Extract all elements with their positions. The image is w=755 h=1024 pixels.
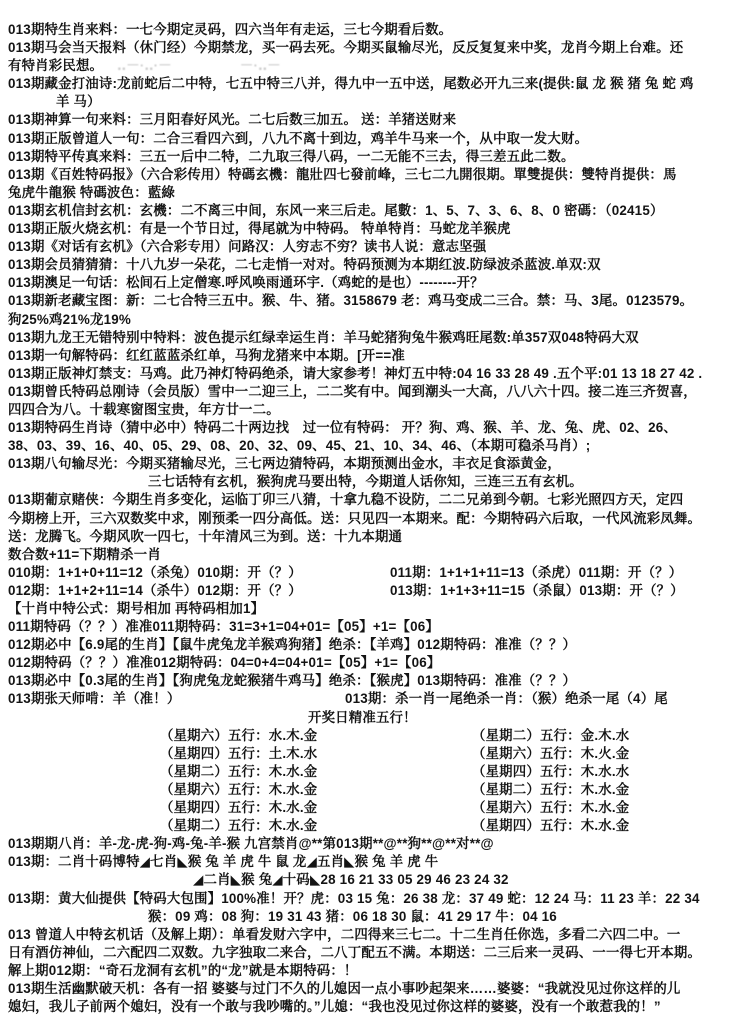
text-line	[8, 437, 749, 455]
text-line	[8, 871, 749, 889]
split-left: 013期张天师啃：羊（准！）	[8, 691, 181, 707]
split-right: 013期：杀一肖一尾绝杀一肖：（猴）绝杀一尾（4）尾	[345, 691, 668, 707]
wuxing-cell-right: （星期六）五行：木.水.金	[472, 800, 630, 816]
text-line	[8, 926, 749, 944]
split-line	[8, 582, 749, 600]
text-line-content: 日有酒仿神仙，二六配四二双数。九字独取二来合，二八丁配五不满。本期送：二三后来一灵码、一一得七开本期。	[8, 944, 702, 960]
text-line-content: 兔虎牛龍猴 特碼波色：藍綠	[8, 184, 176, 200]
text-line	[8, 21, 749, 39]
wuxing-cell-left: （星期六）五行：水.木.金	[160, 727, 318, 743]
text-line	[8, 256, 749, 274]
text-line	[8, 75, 749, 93]
text-line	[8, 853, 749, 871]
text-line-content: 开奖日精准五行！	[308, 709, 417, 725]
split-left: 010期：1+1+0+11=12（杀兔）010期：开（？）	[8, 564, 302, 580]
text-line	[8, 962, 749, 980]
text-line-content: 今期榜上开，三六双数奖中求，刚预柔一四分高低。送：只见四一本期来。配：今期特码六后取，一代风流彩凤舞。	[8, 510, 702, 526]
text-line	[8, 238, 749, 256]
text-line	[8, 39, 749, 57]
text-line-content: 猴：09 鸡：08 狗：19 31 43 猪：06 18 30 鼠：41 29 17 牛：04 16	[148, 908, 557, 924]
text-line	[8, 347, 749, 365]
text-line	[8, 835, 749, 853]
text-line-content: 013期正版火烧玄机：有是一个节日过，得尾就为中特码。 特单特肖：马蛇龙羊猴虎	[8, 221, 511, 237]
text-line-content: 013期《对话有玄机》（六合彩专用）问路汉：人穷志不穷？读书人说：意志坚强	[8, 239, 487, 255]
text-line-content: 013期新老藏宝图：新：二七合特三五中。猴、牛、猪。3158679 老：鸡马变成二三合。禁：马、3尾。0123579。	[8, 293, 694, 309]
text-line	[8, 510, 749, 528]
text-line-content: 狗25%鸡21%龙19%	[8, 311, 131, 327]
text-line-content: 012期必中【6.9尾的生肖】【鼠牛虎兔龙羊猴鸡狗猪】绝杀：【羊鸡】012期特码：准准（？？）	[8, 637, 577, 653]
text-line	[8, 491, 749, 509]
text-line	[8, 890, 749, 908]
split-right: 013期：1+1+3+11=15（杀鼠）013期：开（？）	[390, 582, 684, 598]
text-line	[8, 401, 749, 419]
faded-print-artifact: ‥－·‥·－ －·‥－	[117, 58, 281, 74]
text-line-content: 013期八句输尽光：今期买猪输尽光，三七两边猜特码，本期预测出金水，丰衣足食添黄金，	[8, 456, 561, 472]
text-line	[8, 329, 749, 347]
text-line-content: 013期玄机信封玄机：玄機：二不离三中间，东风一来三后走。尾數：1、5、7、3、6、8、0 密碼：（02415）	[8, 202, 664, 218]
text-line	[8, 274, 749, 292]
text-line-content: 013期曾氏特码总刚诗（会员版）雪中一二迎三上，二二奖有中。闻到潮头一大高，八八六十四。接二连三齐贺喜，	[8, 383, 697, 399]
text-line	[8, 600, 749, 618]
text-line-content: 011期特码（？？）准准011期特码：31=3+1=04+01=【05】+1=【06】	[8, 619, 439, 635]
text-line-content: 013期神算一句来料：三月阳春好风光。二七后数三加五。 送：羊猪送财来	[8, 112, 457, 128]
text-line-content: 013期正版曾道人一句：二合三看四六到，八九不离十到边，鸡羊牛马来一个，从中取一发大财。	[8, 130, 589, 146]
text-line-content: 【十肖中特公式：期号相加 再特码相加1】	[8, 601, 265, 616]
wuxing-cell-right: （星期四）五行：木.水.金	[472, 818, 630, 834]
text-line-content: 013期藏金打油诗:龙前蛇后二中特，七五中特三八并，得九中一五中送，尾数必开九三来(提供:鼠 龙 猴 猪 兔 蛇 鸡	[8, 76, 694, 92]
text-line-content: 解上期012期：“奇石龙洞有玄机”的“龙”就是本期特码：！	[8, 962, 358, 978]
text-line-content: 013期特平传真来料：三五一后中二特，二九取三得八码，一二无能不三去，得三差五此二数。	[8, 148, 575, 164]
text-line-content: 012期特码（？？）准准012期特码：04=0+4=04+01=【05】+1=【06】	[8, 655, 441, 671]
wuxing-cell-right: （星期二）五行：金.木.水	[472, 727, 630, 743]
text-line	[8, 220, 749, 238]
text-line-content: 013期必中【0.3尾的生肖】【狗虎兔龙蛇猴猪牛鸡马】绝杀：【猴虎】013期特码：准准（？？）	[8, 673, 577, 689]
wuxing-row	[8, 781, 749, 799]
wuxing-cell-left: （星期六）五行：木.水.金	[160, 781, 318, 797]
text-line-content: 013期《百姓特码报》（六合彩传用）特碼玄機：龍壯四七發前峰，三七二九開很期。單雙提供：雙特肖提供：馬	[8, 166, 677, 182]
text-line	[8, 944, 749, 962]
text-line	[8, 57, 749, 75]
text-line	[8, 292, 749, 310]
text-line	[8, 618, 749, 636]
text-line-content: 013 曾道人中特玄机话（及解上期）：单看发财六字中，二四得来三七二。十二生肖任你选，多看二六四二中。一	[8, 926, 681, 942]
text-line-content: 013期：二肖十码博特◢七肖◣猴 兔 羊 虎 牛 鼠 龙◢五肖◣猴 兔 羊 虎 牛	[8, 854, 439, 870]
wuxing-row	[8, 799, 749, 817]
text-line	[8, 311, 749, 329]
text-line-content: 013期：黄大仙提供【特码大包围】100%准！开？虎：03 15 兔：26 38 龙：37 49 蛇：12 24 马：11 23 羊：22 34	[8, 890, 700, 906]
text-line-content: 38、03、39、16、40、05、29、08、20、32、09、45、21、10、34、46、（本期可稳杀马肖）;	[8, 438, 591, 454]
text-line-content: 013期会员猜猜猜：十八九岁一朵花，二七走悄一对对。特码预测为本期红波.防绿波杀蓝波.单双:双	[8, 257, 601, 273]
wuxing-row	[8, 763, 749, 781]
text-line-content: 013期期八肖：羊-龙-虎-狗-鸡-兔-羊-猴 九宫禁肖@**第013期**@**狗**@**对**@	[8, 836, 494, 852]
text-line-content: 数合数+11=下期精杀一肖	[8, 546, 161, 562]
wuxing-row	[8, 727, 749, 745]
wuxing-cell-left: （星期四）五行：木.水.金	[160, 800, 318, 816]
text-line	[8, 455, 749, 473]
wuxing-cell-left: （星期四）五行：土.木.水	[160, 745, 318, 761]
wuxing-cell-right: （星期四）五行：木.水.水	[472, 763, 630, 779]
text-line	[8, 202, 749, 220]
text-line	[8, 528, 749, 546]
split-line	[8, 690, 749, 708]
text-line	[8, 546, 749, 564]
split-left: 012期：1+1+2+11=14（杀牛）012期：开（？）	[8, 582, 302, 598]
text-line-content: 送：龙腾飞。今期风吹一四七，十年清风三为到。送：十九本期通	[8, 528, 403, 544]
text-line	[8, 93, 749, 111]
wuxing-cell-left: （星期二）五行：木.水.金	[160, 763, 318, 779]
text-line	[8, 980, 749, 998]
text-line	[8, 419, 749, 437]
text-line-content: 013期特码生肖诗（猜中必中）特码二十两边找 过一位有特码： 开？狗、鸡、猴、羊、龙、兔、虎、02、26、	[8, 420, 678, 436]
text-line	[8, 166, 749, 184]
text-line-content: 媳妇，我儿子前两个媳妇，没有一个敢与我吵嘴的。”儿媳：“我也没见过你这样的婆婆，没有一个敢惹我的！”	[8, 999, 661, 1015]
wuxing-row	[8, 817, 749, 835]
text-line	[8, 908, 749, 926]
split-line	[8, 564, 749, 582]
wuxing-cell-right: （星期六）五行：木.火.金	[472, 745, 630, 761]
text-line-content: 有特肖彩民想。	[8, 58, 104, 74]
text-line	[8, 148, 749, 166]
text-line-content: 羊 马）	[56, 94, 101, 110]
text-line-content: 四四合为八。十载寒窗图宝贵，年方廿一二。	[8, 401, 280, 417]
text-line	[8, 184, 749, 202]
text-line-content: 013期正版神灯禁支：马鸡。此乃神灯特码绝杀，请大家参考！神灯五中特:04 16 33 28 49 .五个平:01 13 18 27 42 .	[8, 365, 703, 381]
text-line-content: 013期澳足一句话：松间石上定僧寒.呼风唤雨通环宇.（鸡蛇的是也）--------开？	[8, 275, 484, 291]
wuxing-row	[8, 745, 749, 763]
text-line	[8, 130, 749, 148]
text-line	[8, 473, 749, 491]
wuxing-cell-left: （星期二）五行：木.水.金	[160, 818, 318, 834]
text-line	[8, 636, 749, 654]
text-line-content: 013期特生肖来料：一七今期定灵码，四六当年有走运，三七今期看后数。	[8, 22, 453, 37]
text-line-content: 013期一句解特码：红红蓝蓝杀红单，马狗龙猪来中本期。[开==准	[8, 347, 405, 363]
text-line	[8, 383, 749, 401]
text-line	[8, 111, 749, 129]
text-line-content: 013期九龙王无错特别中特料：波色提示红绿幸运生肖：羊马蛇猪狗兔牛猴鸡旺尾数:单357双048特码大双	[8, 329, 639, 345]
text-line	[8, 672, 749, 690]
text-line	[8, 709, 749, 727]
split-right: 011期：1+1+1+11=13（杀虎）011期：开（？）	[390, 564, 683, 580]
wuxing-cell-right: （星期二）五行：木.水.金	[472, 781, 630, 797]
text-line-content: ◢二肖◣猴 兔◢十码◣28 16 21 33 05 29 46 23 24 32	[193, 872, 509, 888]
text-line	[8, 998, 749, 1016]
text-line-content: 013期马会当天报料（休门经）今期禁龙，买一码去死。今期买鼠输尽光，反反复复来中奖，龙肖今期上台难。还	[8, 40, 684, 56]
text-line	[8, 365, 749, 383]
text-line-content: 三七话特有玄机，猴狗虎马要出特，今期道人话你知，三连三五有玄机。	[148, 474, 583, 490]
text-line-content: 013期生活幽默破天机：各有一招 婆婆与过门不久的儿媳因一点小事吵起架来……婆婆：“我就没见过你这样的儿	[8, 980, 681, 996]
text-line	[8, 654, 749, 672]
text-line-content: 013期葡京赌侠：今期生肖多变化，运临丁卯三八猜，十拿九稳不设防，二二兄弟到今朝。七彩光照四方天，定四	[8, 492, 684, 508]
